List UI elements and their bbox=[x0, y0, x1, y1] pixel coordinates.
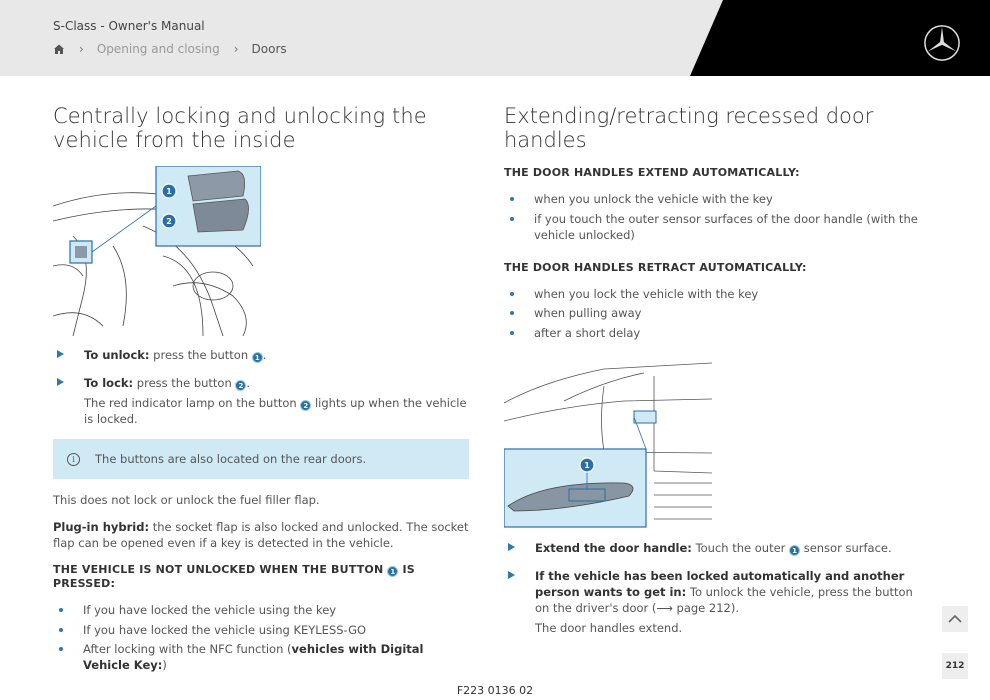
door-handle-illustration bbox=[504, 361, 712, 529]
extend-heading: THE DOOR HANDLES EXTEND AUTOMATICALLY: bbox=[504, 166, 800, 179]
scroll-top-button[interactable] bbox=[942, 606, 968, 632]
list-item: when you lock the vehicle with the key bbox=[504, 286, 924, 302]
extend-list bbox=[504, 191, 924, 243]
info-note-text: The buttons are also located on the rear doors. bbox=[95, 452, 367, 466]
step-lock-text: press the button bbox=[136, 376, 232, 390]
chevron-right-icon: › bbox=[233, 42, 239, 56]
breadcrumb-opening-closing[interactable]: Opening and closing bbox=[96, 42, 220, 56]
section-title-door-handles: Extending/retracting recessed door handles bbox=[504, 104, 874, 152]
button-1-badge: 1 bbox=[252, 352, 263, 363]
extend-result: The door handles extend. bbox=[535, 620, 683, 635]
step-arrow-icon bbox=[57, 350, 64, 358]
button-2-badge: 2 bbox=[300, 400, 311, 411]
retract-heading: THE DOOR HANDLES RETRACT AUTOMATICALLY: bbox=[504, 260, 807, 274]
step-lock: To lock: press the button 2 . bbox=[53, 375, 469, 391]
retract-list bbox=[504, 286, 924, 341]
warning-heading: THE VEHICLE IS NOT UNLOCKED WHEN THE BUTTON 1 IS PRESSED: bbox=[53, 563, 415, 590]
door-panel-illustration bbox=[53, 166, 261, 336]
callout-2: 2 bbox=[166, 217, 172, 226]
step-unlock-text: press the button bbox=[153, 348, 249, 362]
list-item: After locking with the NFC function (vehicles with Digital Vehicle Key:) bbox=[53, 641, 469, 673]
step-unlock-label: To unlock: bbox=[84, 348, 150, 362]
step-arrow-icon bbox=[508, 571, 515, 579]
mercedes-star-icon[interactable] bbox=[923, 24, 961, 62]
step-unlock: To unlock: press the button 1 . bbox=[53, 347, 469, 363]
app-title: S-Class - Owner's Manual bbox=[53, 19, 205, 33]
list-item: if you touch the outer sensor surfaces of the door handle (with the vehicle unlocked) bbox=[504, 211, 924, 243]
indicator-lamp-note: The red indicator lamp on the button 2 lights up when the vehicle is locked. bbox=[84, 396, 467, 426]
info-note-box bbox=[53, 439, 469, 479]
fuel-flap-note: This does not lock or unlock the fuel filler flap. bbox=[53, 493, 320, 507]
step-arrow-icon bbox=[57, 378, 64, 386]
info-icon: i bbox=[67, 453, 80, 466]
chevron-up-icon bbox=[947, 614, 963, 624]
breadcrumb bbox=[53, 42, 287, 56]
page-number-icon: 212 bbox=[945, 661, 965, 671]
list-item: after a short delay bbox=[504, 325, 924, 341]
callout-1: 1 bbox=[584, 460, 590, 470]
page-212-link[interactable]: To unlock the vehicle, press the button on the driver's door (⟶ page 212). bbox=[535, 584, 913, 615]
button-2-badge: 2 bbox=[235, 380, 246, 391]
list-item: when you unlock the vehicle with the key bbox=[504, 191, 924, 207]
list-item: If you have locked the vehicle using KEYLESS-GO bbox=[53, 622, 469, 638]
home-icon[interactable] bbox=[53, 43, 65, 55]
not-unlocked-list bbox=[53, 602, 469, 673]
section-title-central-locking: Centrally locking and unlocking the vehicle from the inside bbox=[53, 104, 427, 152]
page-number-button[interactable] bbox=[942, 653, 968, 679]
step-arrow-icon bbox=[508, 543, 515, 551]
plug-in-hybrid-note: Plug-in hybrid: the socket flap is also locked and unlocked. The socket flap can be opened even if a key is detected in the vehicle. bbox=[53, 520, 469, 550]
breadcrumb-doors: Doors bbox=[251, 42, 287, 56]
nfc-link[interactable]: vehicles with Digital Vehicle Key: bbox=[83, 642, 424, 672]
list-item: when pulling away bbox=[504, 305, 924, 321]
button-1-badge: 1 bbox=[387, 566, 398, 577]
chevron-right-icon: › bbox=[79, 42, 84, 56]
callout-1: 1 bbox=[166, 187, 172, 196]
figure-code: F223 0136 02 bbox=[456, 684, 534, 697]
right-column bbox=[504, 104, 924, 636]
sensor-1-badge: 1 bbox=[789, 545, 800, 556]
left-column bbox=[53, 104, 469, 677]
step-lock-label: To lock: bbox=[84, 376, 134, 390]
step-locked-automatically: If the vehicle has been locked automatically and another person wants to get in: To unlock the vehicle, press the button on the driver's door (⟶ page 212). bbox=[504, 568, 914, 616]
step-extend-handle: Extend the door handle: Touch the outer 1 sensor surface. bbox=[504, 540, 924, 556]
list-item: If you have locked the vehicle using the key bbox=[53, 602, 469, 618]
